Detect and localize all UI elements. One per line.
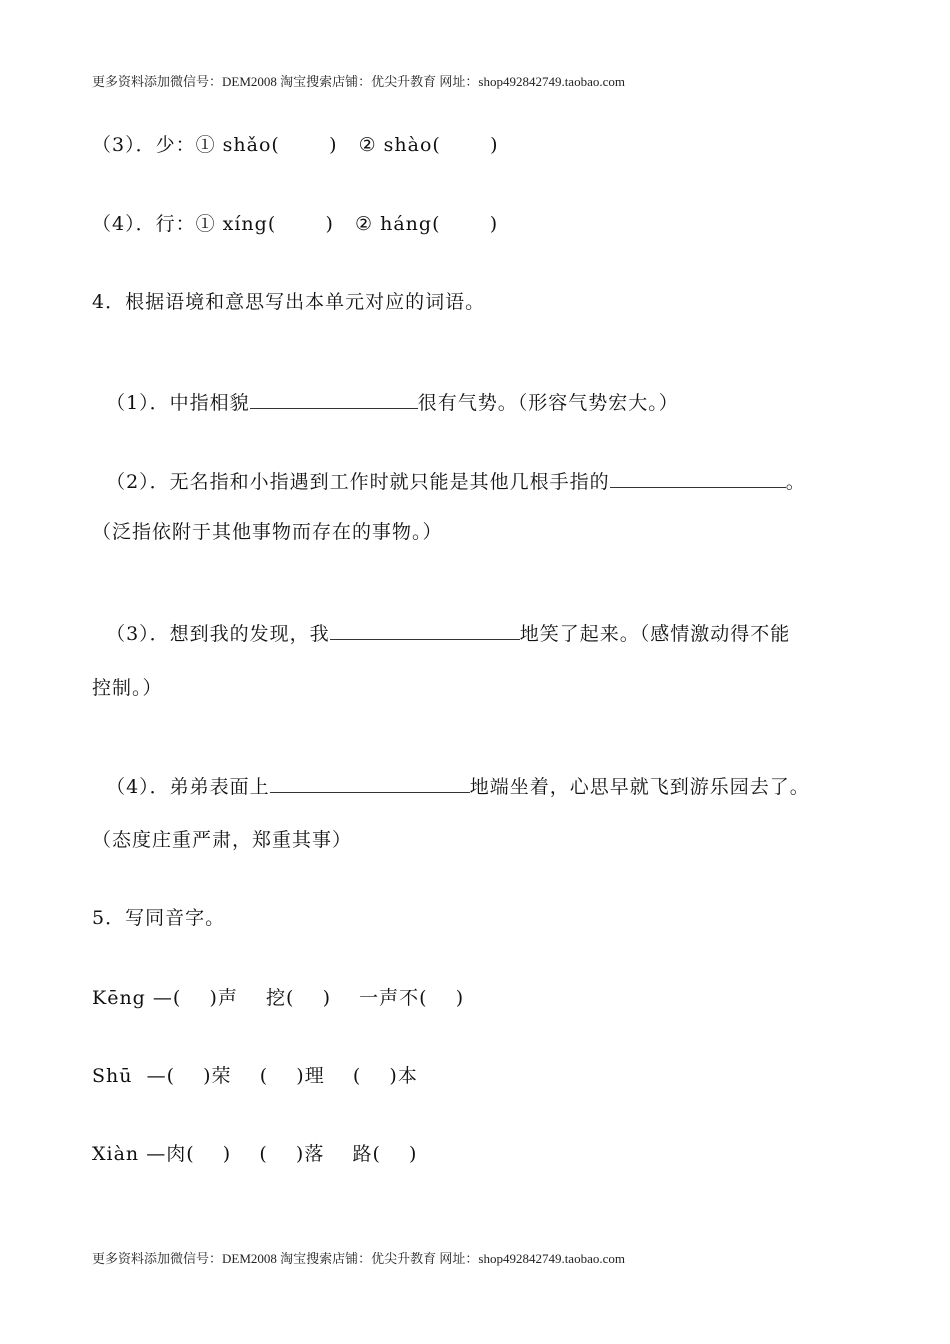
q4-item-3-cont: 控制。） [92, 677, 163, 699]
q4-item-2-note: （泛指依附于其他事物而存在的事物。） [92, 521, 443, 543]
q4-item-1-suffix: 很有气势。（形容气势宏大。） [417, 392, 679, 414]
q4-item-3-prefix: （3）．想到我的发现，我 [106, 623, 330, 645]
q4-item-4-prefix: （4）．弟弟表面上 [106, 776, 270, 798]
q4-item-4-blank[interactable] [270, 774, 470, 793]
q4-item-4 [92, 750, 810, 799]
q5-row-xian: Xiàn —肉( ) ( )落 路( ) [92, 1143, 418, 1165]
q4-item-1 [92, 366, 679, 415]
q4-item-4-suffix: 地端坐着，心思早就飞到游乐园去了。 [469, 776, 810, 798]
q5-title: 5．写同音字。 [92, 907, 226, 929]
page-footer: 更多资料添加微信号：DEM2008 淘宝搜索店铺：优尖升教育 网址：shop492842749.taobao.com [92, 1251, 625, 1266]
q4-item-3-suffix: 地笑了起来。（感情激动得不能 [519, 623, 791, 645]
q4-item-2 [92, 445, 806, 494]
q5-row-keng: Kēng —( )声 挖( ) 一声不( ) [92, 987, 465, 1009]
page-header: 更多资料添加微信号：DEM2008 淘宝搜索店铺：优尖升教育 网址：shop492842749.taobao.com [92, 74, 625, 89]
q4-item-1-prefix: （1）．中指相貌 [106, 392, 250, 414]
q4-item-3 [92, 597, 790, 646]
q5-row-shu: Shū —( )荣 ( )理 ( )本 [92, 1065, 418, 1087]
q4-item-3-blank[interactable] [330, 621, 520, 640]
q3-item-4: （4）．行：① xíng( ) ② háng( ) [92, 213, 499, 235]
q4-item-1-blank[interactable] [250, 390, 418, 409]
q4-item-2-prefix: （2）．无名指和小指遇到工作时就只能是其他几根手指的 [106, 471, 610, 493]
q4-item-2-suffix: 。 [785, 471, 806, 493]
q4-title: 4．根据语境和意思写出本单元对应的词语。 [92, 291, 486, 313]
q4-item-4-note: （态度庄重严肃，郑重其事） [92, 829, 353, 851]
q3-item-3: （3）．少：① shǎo( ) ② shào( ) [92, 134, 499, 156]
q4-item-2-blank[interactable] [610, 469, 786, 488]
